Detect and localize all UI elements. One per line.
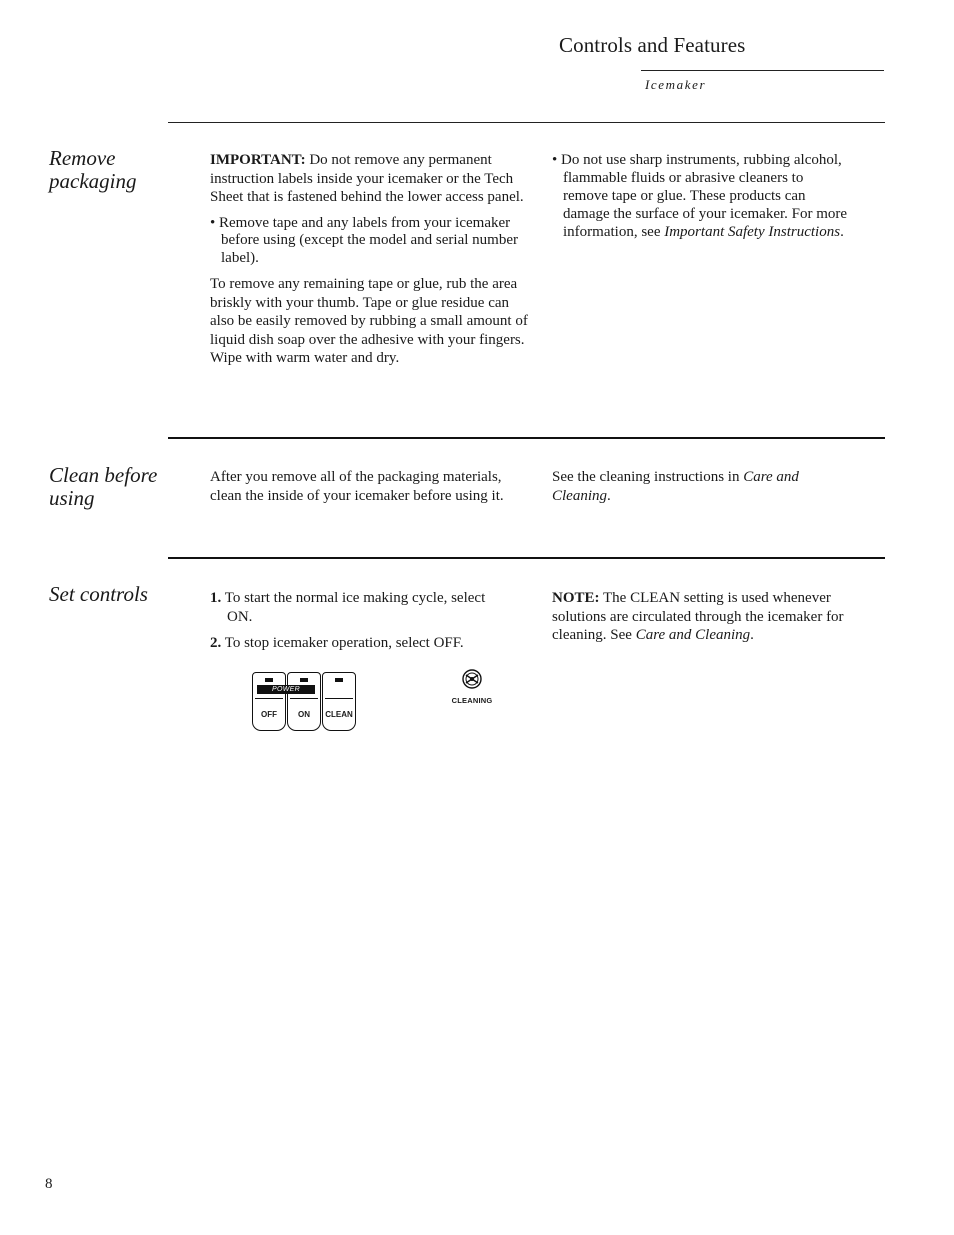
section-title-set-controls: Set controls [49,582,148,606]
see-cleaning-paragraph [552,468,852,505]
page-header-title: Controls and Features [559,33,746,57]
cleaning-indicator-icon [461,668,483,690]
indicator-light [265,678,273,682]
header-rule [641,70,884,71]
step-1 [210,589,510,626]
tape-glue-paragraph: To remove any remaining tape or glue, rub the area briskly with your thumb. Tape or glue residue can also be easily removed by rubbing a small amount of liquid dish soap over the adhesive with your fingers. Wipe with warm water and dry. [210,276,528,366]
important-label: IMPORTANT: [210,152,306,168]
on-button[interactable] [287,672,321,731]
clean-button-label: CLEAN [325,710,353,719]
note-paragraph [552,589,872,645]
step-number: 1. [210,590,222,606]
note-end: . [750,627,754,643]
clean-paragraph: After you remove all of the packaging materials, clean the inside of your icemaker before using it. [210,469,504,504]
indicator-light [335,678,343,682]
control-panel-illustration [252,672,358,734]
button-divider [325,698,353,699]
power-label: POWER [257,685,315,694]
step-text: To stop icemaker operation, select OFF. [221,635,464,651]
sharp-instruments-end: . [840,224,844,240]
see-cleaning-end: . [607,487,611,504]
safety-instructions-ref: Important Safety Instructions [664,224,841,240]
sharp-instruments-bullet [552,151,852,241]
remove-tape-bullet: • Remove tape and any labels from your icemaker before using (except the model and serial number label). [210,214,518,266]
important-text: Do not remove any permanent instruction labels inside your icemaker or the Tech Sheet that is fastened behind the lower access panel. [210,152,524,205]
indicator-light [300,678,308,682]
step-2 [210,634,510,653]
remove-packaging-left-column [210,151,532,376]
set-controls-right-column [552,589,872,653]
see-cleaning-text: See the cleaning instructions in [552,469,744,485]
care-cleaning-ref: Care and Cleaning [635,627,751,643]
sharp-instruments-text: • Do not use sharp instruments, rubbing alcohol, flammable fluids or abrasive cleaners to remove tape or glue. These products can damage the surface of your icemaker. For more information, see [552,152,848,240]
clean-before-using-right-column [552,468,852,513]
on-button-label: ON [298,710,310,719]
remove-packaging-right-column [552,151,852,249]
care-cleaning-ref: Care and Cleaning [552,469,799,504]
section-title-remove-packaging: Remove packaging [49,146,137,193]
step-text: To start the normal ice making cycle, select ON. [221,590,486,625]
cleaning-indicator [448,668,496,705]
important-paragraph [210,151,532,207]
off-button-label: OFF [261,710,277,719]
cleaning-indicator-label: CLEANING [451,696,493,705]
section-divider [168,557,885,559]
off-button[interactable] [252,672,286,731]
section-divider [168,122,885,123]
button-divider [255,698,283,699]
page-header-subtitle: Icemaker [645,77,707,92]
set-controls-left-column [210,589,510,661]
section-divider [168,437,885,439]
page-number: 8 [45,1176,53,1192]
note-label: NOTE: [552,590,600,606]
clean-before-using-left-column [210,468,520,513]
section-title-clean-before-using: Clean before using [49,463,158,510]
button-divider [290,698,318,699]
step-number: 2. [210,635,222,651]
clean-button[interactable] [322,672,356,731]
note-text: The CLEAN setting is used whenever solutions are circulated through the icemaker for cleaning. See [552,590,844,643]
